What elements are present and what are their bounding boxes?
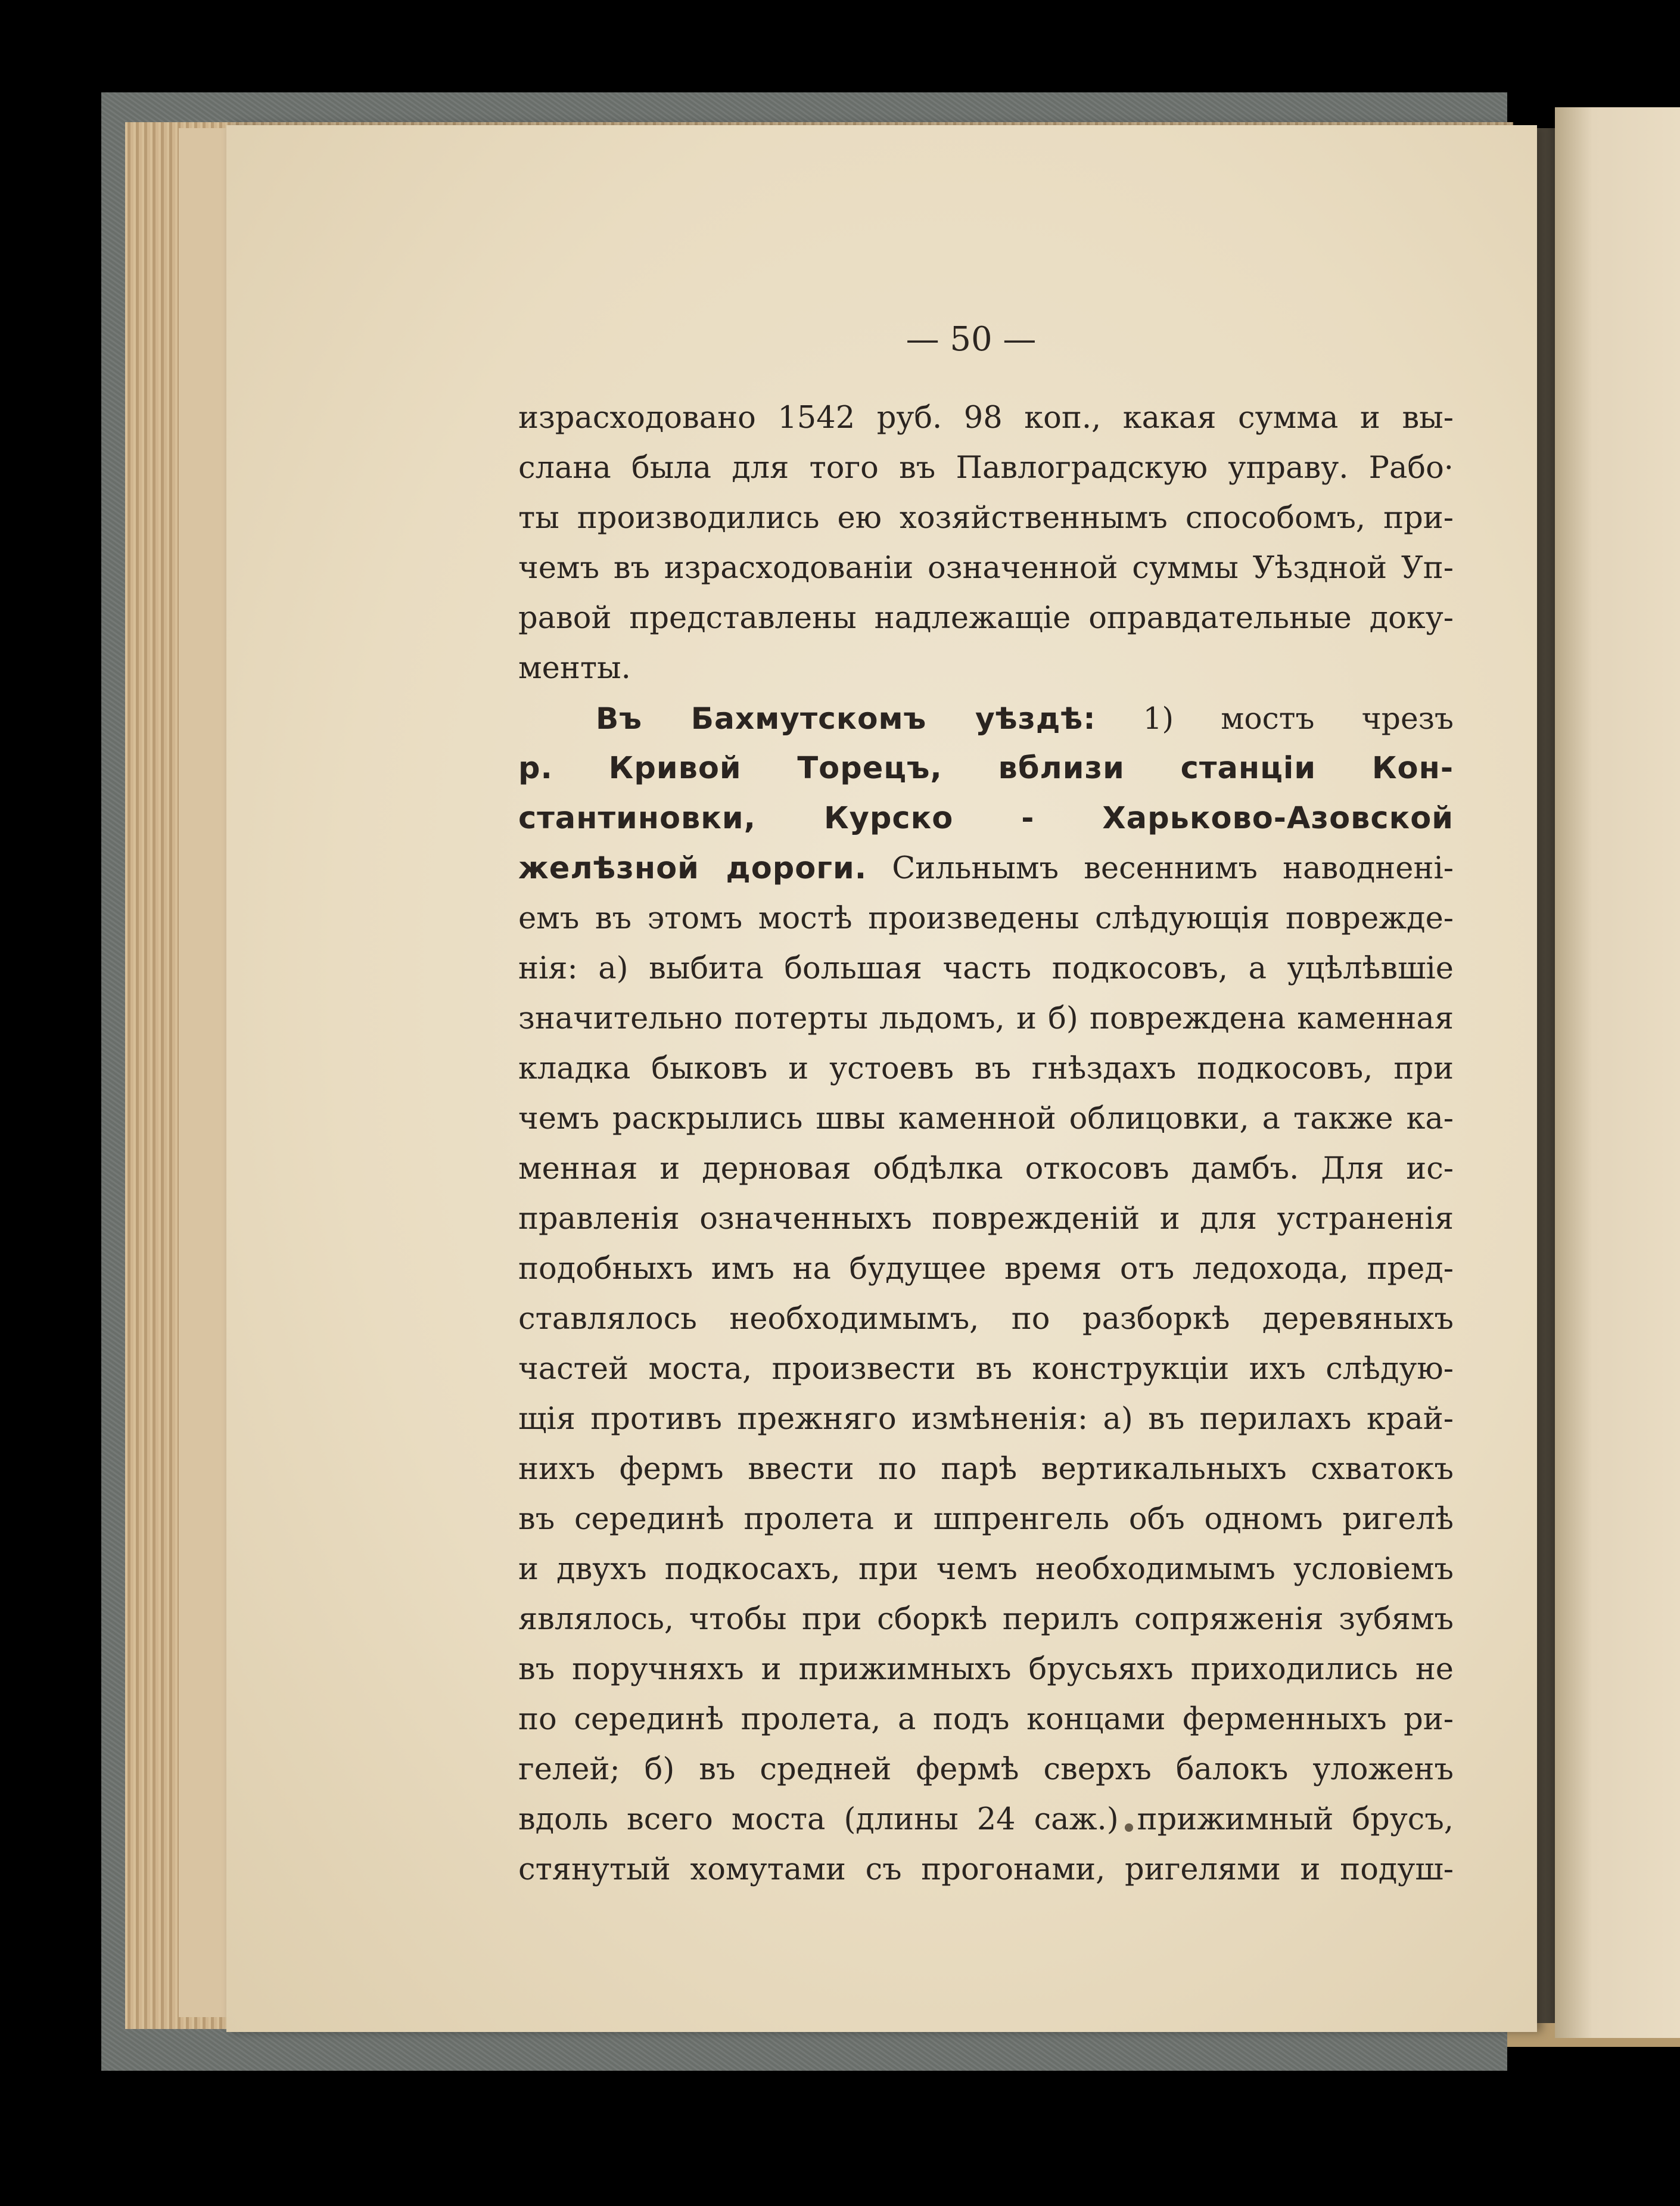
text-line: и двухъ подкосахъ, при чемъ необходимымъ условіемъ	[518, 1552, 1454, 1587]
text-line: менты.	[518, 651, 631, 686]
text-line: значительно потерты льдомъ, и б) повреждена каменная	[518, 1001, 1454, 1036]
text-line: гелей; б) въ средней фермѣ сверхъ балокъ уложенъ	[518, 1752, 1454, 1787]
section-heading: р. Кривой Торецъ, вблизи станціи Кон-	[518, 751, 1454, 786]
body-text	[518, 393, 1454, 1895]
text-line: ты производились ею хозяйственнымъ способомъ, при-	[518, 501, 1454, 536]
page-number: — 50 —	[906, 320, 1037, 359]
text-line: емъ въ этомъ мостѣ произведены слѣдующія поврежде-	[518, 901, 1454, 936]
text-line: ставлялось необходимымъ, по разборкѣ деревяныхъ	[518, 1301, 1454, 1337]
text-line: нихъ фермъ ввести по парѣ вертикальныхъ схватокъ	[518, 1452, 1454, 1487]
text-line: израсходовано 1542 руб. 98 коп., какая сумма и вы-	[518, 400, 1454, 436]
text-line: щія противъ прежняго измѣненія: а) въ перилахъ край-	[518, 1402, 1454, 1437]
section-heading: стантиновки, Курско - Харьково-Азовской	[518, 801, 1454, 836]
section-heading-line: желѣзной дороги. Сильнымъ весеннимъ наводненi-	[518, 851, 1454, 886]
text-line: частей моста, произвести въ конструкціи ихъ слѣдую-	[518, 1351, 1454, 1387]
text-line: подобныхъ имъ на будущее время отъ ледохода, пред-	[518, 1251, 1454, 1287]
text-line: правленія означенныхъ поврежденій и для устраненія	[518, 1201, 1454, 1236]
facing-page-edge	[1555, 107, 1680, 2038]
text-line: въ серединѣ пролета и шпренгель объ одномъ ригелѣ	[518, 1502, 1454, 1537]
section-heading-line: Въ Бахмутскомъ уѣздѣ: 1) мостъ чрезъ	[596, 701, 1454, 736]
section-heading: желѣзной дороги.	[518, 851, 867, 886]
text-line: нія: а) выбита большая часть подкосовъ, а уцѣлѣвшіе	[518, 951, 1454, 986]
text-line: чемъ раскрылись швы каменной облицовки, а также ка-	[518, 1101, 1454, 1136]
text-line: менная и дерновая обдѣлка откосовъ дамбъ. Для ис-	[518, 1151, 1454, 1186]
text-line: вдоль всего моста (длины 24 саж.) прижимный брусъ,	[518, 1802, 1454, 1837]
text-line: слана была для того въ Павлоградскую управу. Рабо·	[518, 450, 1454, 486]
section-heading-line	[518, 744, 1454, 794]
text-line: кладка быковъ и устоевъ въ гнѣздахъ подкосовъ, при	[518, 1051, 1454, 1086]
section-heading-line	[518, 794, 1454, 844]
text-line: по серединѣ пролета, а подъ концами ферменныхъ ри-	[518, 1702, 1454, 1737]
text-line: равой представлены надлежащіе оправдательные доку-	[518, 601, 1454, 636]
text-line: являлось, чтобы при сборкѣ перилъ сопряженія зубямъ	[518, 1602, 1454, 1637]
section-heading: Въ Бахмутскомъ уѣздѣ:	[596, 701, 1096, 736]
text-line: стянутый хомутами съ прогонами, ригелями и подуш-	[518, 1852, 1454, 1887]
text-line: въ поручняхъ и прижимныхъ брусьяхъ приходились не	[518, 1652, 1454, 1687]
text-line: чемъ въ израсходованіи означенной суммы Уѣздной Уп-	[518, 551, 1454, 586]
